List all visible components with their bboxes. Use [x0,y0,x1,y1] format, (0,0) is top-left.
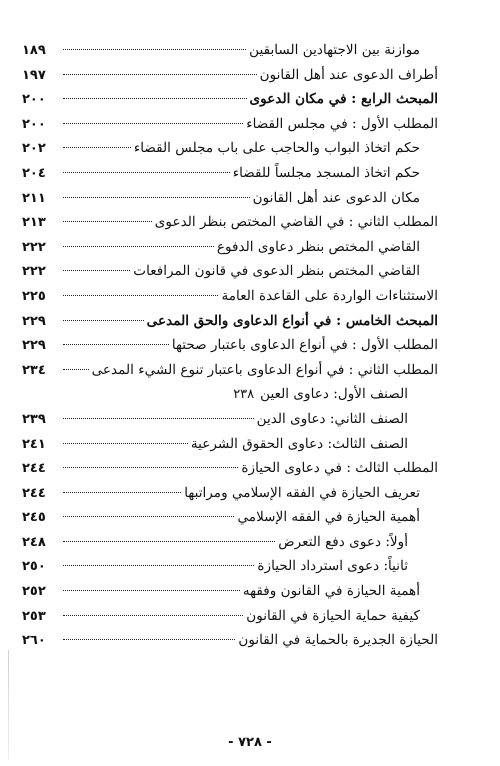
dot-leader [63,320,144,321]
dot-leader [63,541,275,542]
dot-leader [63,172,230,173]
dot-leader [63,639,235,640]
toc-entry-page: ٢٠٤ [22,165,46,181]
toc-entry-page: ٢٥٢ [22,584,46,600]
toc-entry [22,554,438,579]
toc-entry-page: ٢٤٤ [22,485,46,501]
dot-leader [63,74,257,75]
toc-entry-page: ٢٢٩ [22,338,46,354]
toc-entry [22,432,438,457]
toc-entry [22,112,438,137]
page-number: - ٧٢٨ - [228,735,272,750]
toc-entry-page: ٢١٣ [22,215,46,231]
toc-entry [22,161,438,186]
toc-entry-title: ثانياً: دعوى استرداد الحيازة [257,558,408,575]
toc-entry-title: مكان الدعوى عند أهل القانون [252,189,420,206]
toc-entry-title: الصنف الأول: دعاوى العين [260,386,408,403]
toc-entry-page: ٢٠٠ [22,116,46,132]
dot-leader [63,344,169,345]
toc-entry-title: المبحث الرابع : في مكان الدعوى [249,91,438,108]
toc-entry [22,136,438,161]
dot-leader [63,147,131,148]
toc-entry-page: ٢٥٣ [22,608,46,624]
toc-entry-title: الصنف الثالث: دعاوى الحقوق الشرعية [190,435,408,452]
toc-entry-page: ١٩٧ [22,67,46,83]
toc-entry-title: تعريف الحيازة في الفقه الإسلامي ومراتبها [184,484,420,501]
dot-leader [63,443,188,444]
toc-entry-title: أهمية الحيازة في الفقه الإسلامي [237,509,420,526]
toc-entry [22,186,438,211]
dot-leader [63,49,246,50]
toc-entry-title: المطلب الثالث : في دعاوى الحيازة [241,460,438,477]
dot-leader [63,467,238,468]
toc-entry [22,481,438,506]
toc-entry [22,38,438,63]
dot-leader [63,615,243,616]
toc-entry [22,407,438,432]
toc-entry-title: المبحث الخامس : في أنواع الدعاوى والحق المدعى [146,312,438,329]
toc-entry [22,579,438,604]
toc-entry-page: ٢٢٢ [22,239,46,255]
toc-entry [22,530,438,555]
dot-leader [63,221,152,222]
toc-entry [22,309,438,334]
toc-entry-title: أهمية الحيازة في القانون وفقهه [242,583,420,600]
toc-entry-title: المطلب الثاني : في القاضي المختص بنظر الدعوى [154,214,438,231]
toc-entry-page: ٢٢٢ [22,264,46,280]
dot-leader [63,123,243,124]
toc-entry-title: القاضي المختص بنظر الدعوى في قانون المرافعات [133,263,420,280]
dot-leader [63,565,254,566]
dot-leader [63,516,234,517]
toc-entry-page: ٢٣٩ [22,411,46,427]
toc-entry-title: حكم اتخاذ البواب والحاجب على باب مجلس القضاء [133,140,420,157]
toc-entry-page: ١٨٩ [22,43,46,58]
toc-entry [22,284,438,309]
toc-entry [22,604,438,629]
dot-leader [63,369,89,370]
dot-leader [63,246,214,247]
toc-entry-page: ٢٢٩ [22,313,46,329]
toc-entry-page: ٢٤٥ [22,510,46,526]
toc-entry [22,87,438,112]
toc-entry-page: ٢٤١ [22,436,46,452]
toc-entry-page: ٢١١ [22,190,46,206]
toc-entry [22,63,438,88]
toc-entry-title: الاستثناءات الواردة على القاعدة العامة [221,287,438,304]
toc-entry-title: المطلب الأول : في مجلس القضاء [246,115,438,132]
table-of-contents [22,38,438,653]
toc-entry-title: المطلب الثاني : في أنواع الدعاوى باعتبار تنوع الشيء المدعى [91,361,438,378]
toc-entry [22,505,438,530]
toc-entry-page: ٢٠٠ [22,92,46,108]
toc-entry-title: الحيازة الجديرة بالحماية في القانون [238,632,438,649]
toc-entry [22,210,438,235]
dot-leader [63,492,181,493]
toc-entry [22,333,438,358]
toc-entry [22,628,438,653]
toc-entry [22,259,438,284]
toc-entry-title: موازنة بين الاجتهادين السابقين [249,42,420,58]
toc-entry-title: الصنف الثاني: دعاوى الدين [256,410,408,427]
toc-entry-title: المطلب الأول : في أنواع الدعاوى باعتبار صحتها [171,337,438,354]
scan-edge-mark [8,650,9,760]
toc-entry-page: ٢٤٨ [22,534,46,550]
toc-entry-title: حكم اتخاذ المسجد مجلساً للقضاء [232,164,420,181]
dot-leader [63,418,254,419]
toc-entry-page: ٢٣٨ [233,387,255,403]
dot-leader [63,295,218,296]
toc-entry-title: القاضي المختص بنظر دعاوى الدفوع [216,238,420,255]
toc-entry [22,382,438,407]
toc-entry-page: ٢٥٠ [22,559,46,575]
toc-entry [22,358,438,383]
dot-leader [63,270,130,271]
toc-entry-page: ٢٦٠ [22,633,46,649]
dot-leader [63,197,250,198]
toc-entry-title: أولاً: دعوى دفع التعرض [278,533,408,550]
toc-entry [22,235,438,260]
dot-leader [63,98,247,99]
toc-entry-page: ٢٠٢ [22,141,46,157]
dot-leader [63,590,240,591]
toc-entry-page: ٢٤٤ [22,461,46,477]
toc-entry-page: ٢٢٥ [22,288,46,304]
toc-entry-page: ٢٣٤ [22,362,46,378]
toc-entry-title: أطراف الدعوى عند أهل القانون [259,66,438,83]
toc-entry-title: كيفية حماية الحيازة في القانون [246,607,420,624]
toc-entry [22,456,438,481]
